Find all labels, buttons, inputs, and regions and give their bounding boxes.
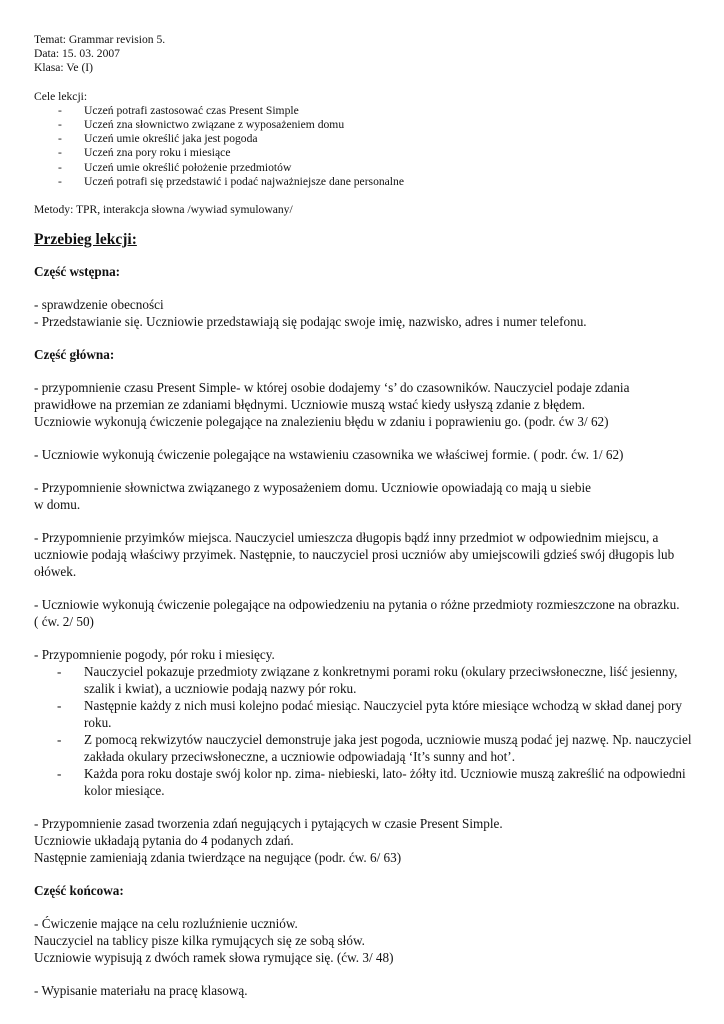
text-line: - Uczniowie wykonują ćwiczenie polegające na odpowiedzeniu na pytania o różne przedmioty rozmieszczone na obrazku. <box>34 597 680 613</box>
goal-item: - Uczeń potrafi zastosować czas Present Simple <box>34 104 696 118</box>
text-line: - Przypomnienie słownictwa związanego z wyposażeniem domu. Uczniowie opowiadają co mają u siebie <box>34 480 591 496</box>
main-paragraph <box>34 596 696 630</box>
activity-item: - Każda pora roku dostaje swój kolor np. zima- niebieski, lato- żółty itd. Uczniowie muszą zakreślić na odpowiedni kolor miesiące. <box>34 765 696 799</box>
activity-item: - Z pomocą rekwizytów nauczyciel demonstruje jaka jest pogoda, uczniowie muszą podać jej nazwę. Np. nauczyciel zakłada okulary przeciwsłoneczne, a uczniowie odpowiadają ‘It’s sunny and hot’. <box>34 731 696 765</box>
lesson-header <box>34 33 696 76</box>
main-paragraph <box>34 815 696 866</box>
text-line: w domu. <box>34 497 81 513</box>
methods-line: Metody: TPR, interakcja słowna /wywiad symulowany/ <box>34 203 293 217</box>
main-paragraph <box>34 479 696 513</box>
goal-item: - Uczeń zna słownictwo związane z wyposażeniem domu <box>34 118 696 132</box>
lesson-topic: Temat: Grammar revision 5. <box>34 33 166 46</box>
lesson-goals <box>34 90 696 189</box>
text-line: ołówek. <box>34 564 77 580</box>
main-paragraph: - Uczniowie wykonują ćwiczenie polegające na wstawieniu czasownika we właściwej formie. ( podr. ćw. 1/ 62) <box>34 447 624 463</box>
intro-line: - Przedstawianie się. Uczniowie przedstawiają się podając swoje imię, nazwisko, adres i numer telefonu. <box>34 314 587 330</box>
goal-item: - Uczeń potrafi się przedstawić i podać najważniejsze dane personalne <box>34 175 696 189</box>
final-paragraph <box>34 915 696 966</box>
activity-item: - Następnie każdy z nich musi kolejno podać miesiąc. Nauczyciel pyta które miesiące wchodzą w skład danej pory roku. <box>34 697 696 731</box>
lesson-flow-title: Przebieg lekcji: <box>34 231 137 249</box>
text-line: - Ćwiczenie mające na celu rozluźnienie uczniów. <box>34 916 298 932</box>
text-line: ( ćw. 2/ 50) <box>34 614 94 630</box>
goal-item: - Uczeń zna pory roku i miesiące <box>34 146 696 160</box>
activity-item: - Nauczyciel pokazuje przedmioty związane z konkretnymi porami roku (okulary przeciwsłoneczne, liść jesienny, szalik i kwiat), a uczniowie podają nazwy pór roku. <box>34 663 696 697</box>
text-line: - Przypomnienie zasad tworzenia zdań negujących i pytających w czasie Present Simple. <box>34 816 503 832</box>
text-line: - Przypomnienie przyimków miejsca. Nauczyciel umieszcza długopis bądź inny przedmiot w odpowiednim miejscu, a <box>34 530 659 546</box>
lesson-date: Data: 15. 03. 2007 <box>34 47 120 61</box>
text-line: Uczniowie układają pytania do 4 podanych zdań. <box>34 833 294 849</box>
document-page <box>34 33 696 999</box>
text-line: Następnie zamieniają zdania twierdzące na negujące (podr. ćw. 6/ 63) <box>34 850 402 866</box>
final-paragraph: - Wypisanie materiału na pracę klasową. <box>34 983 248 999</box>
weather-activity-list <box>34 663 696 799</box>
goals-title: Cele lekcji: <box>34 89 88 103</box>
intro-line: - sprawdzenie obecności <box>34 297 164 313</box>
lesson-class: Klasa: Ve (I) <box>34 61 94 75</box>
main-paragraph <box>34 379 696 430</box>
main-section-title: Część główna: <box>34 347 115 363</box>
goal-item: - Uczeń umie określić położenie przedmiotów <box>34 161 696 175</box>
goals-list <box>34 104 696 189</box>
intro-section-title: Część wstępna: <box>34 264 121 280</box>
text-line: prawidłowe na przemian ze zdaniami błędnymi. Uczniowie muszą wstać kiedy usłyszą zdanie z błędem. <box>34 397 586 413</box>
text-line: Nauczyciel na tablicy pisze kilka rymujących się ze sobą słów. <box>34 933 365 949</box>
text-line: - przypomnienie czasu Present Simple- w której osobie dodajemy ‘s’ do czasowników. Nauczyciel podaje zdania <box>34 380 630 396</box>
final-section-title: Część końcowa: <box>34 883 124 899</box>
text-line: Uczniowie wykonują ćwiczenie polegające na znalezieniu błędu w zdaniu i poprawieniu go. (podr. ćw 3/ 62) <box>34 414 609 430</box>
weather-intro: - Przypomnienie pogody, pór roku i miesięcy. <box>34 647 275 663</box>
goal-item: - Uczeń umie określić jaka jest pogoda <box>34 132 696 146</box>
text-line: uczniowie podają właściwy przyimek. Następnie, to nauczyciel prosi uczniów aby umiejscowili gdzieś swój długopis lub <box>34 547 675 563</box>
main-paragraph <box>34 529 696 580</box>
text-line: Uczniowie wypisują z dwóch ramek słowa rymujące się. (ćw. 3/ 48) <box>34 950 394 966</box>
